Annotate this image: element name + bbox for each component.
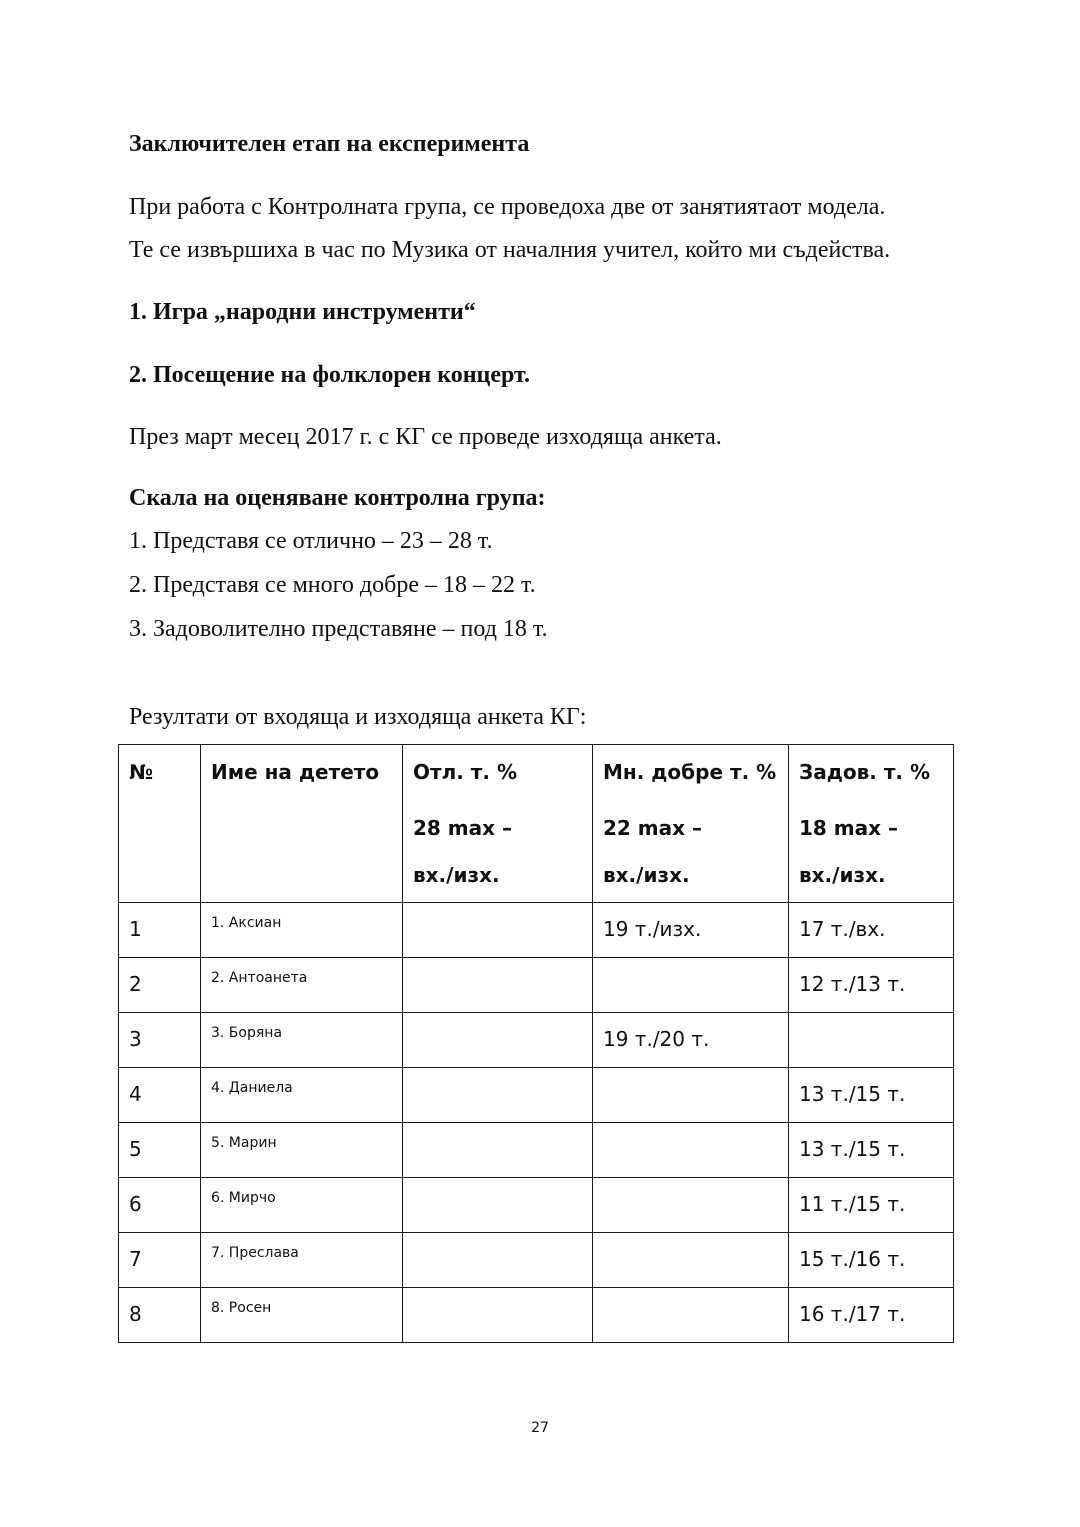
scale-item: 3. Задоволително представяне – под 18 т.: [129, 616, 548, 642]
child-name: 1. Аксиан: [201, 903, 403, 958]
table-row: [119, 958, 954, 1013]
satisfactory-score: 12 т./13 т.: [789, 958, 954, 1013]
activity-item: 2. Посещение на фолклорен концерт.: [129, 362, 531, 388]
scale-item: 2. Представя се много добре – 18 – 22 т.: [129, 572, 536, 598]
very-good-score: [593, 1288, 789, 1343]
header-number: [119, 745, 201, 903]
survey-note: През март месец 2017 г. с КГ се проведе изходяща анкета.: [129, 424, 722, 450]
row-number: 1: [119, 903, 201, 958]
table-row: [119, 1288, 954, 1343]
table-header-row: [119, 745, 954, 903]
excellent-score: [403, 903, 593, 958]
very-good-score: [593, 1233, 789, 1288]
table-row: [119, 1178, 954, 1233]
row-number: 7: [119, 1233, 201, 1288]
header-line: Отл. т. %: [413, 760, 517, 784]
header-line: вх./изх.: [799, 863, 886, 887]
header-line: №: [129, 760, 154, 784]
excellent-score: [403, 958, 593, 1013]
satisfactory-score: 15 т./16 т.: [789, 1233, 954, 1288]
child-name: 5. Марин: [201, 1123, 403, 1178]
excellent-score: [403, 1178, 593, 1233]
header-satisfactory: [789, 745, 954, 903]
header-line: Име на детето: [211, 760, 380, 784]
header-line: 18 max –: [799, 816, 898, 840]
table-row: [119, 1233, 954, 1288]
excellent-score: [403, 1288, 593, 1343]
satisfactory-score: 17 т./вх.: [789, 903, 954, 958]
header-line: 28 max –: [413, 816, 512, 840]
excellent-score: [403, 1068, 593, 1123]
excellent-score: [403, 1233, 593, 1288]
child-name: 4. Даниела: [201, 1068, 403, 1123]
scale-item: 1. Представя се отлично – 23 – 28 т.: [129, 528, 493, 554]
header-line: Задов. т. %: [799, 760, 931, 784]
table-row: [119, 1123, 954, 1178]
child-name: 7. Преслава: [201, 1233, 403, 1288]
very-good-score: 19 т./изх.: [593, 903, 789, 958]
row-number: 3: [119, 1013, 201, 1068]
satisfactory-score: 11 т./15 т.: [789, 1178, 954, 1233]
very-good-score: [593, 1178, 789, 1233]
very-good-score: [593, 1123, 789, 1178]
header-line: 22 max –: [603, 816, 702, 840]
excellent-score: [403, 1123, 593, 1178]
page-number: 27: [531, 1420, 549, 1436]
excellent-score: [403, 1013, 593, 1068]
child-name: 2. Антоанета: [201, 958, 403, 1013]
very-good-score: [593, 958, 789, 1013]
section-title: Заключителен етап на експеримента: [129, 131, 530, 157]
satisfactory-score: 13 т./15 т.: [789, 1123, 954, 1178]
header-line: вх./изх.: [603, 863, 690, 887]
results-caption: Резултати от входяща и изходяща анкета КГ:: [129, 704, 587, 730]
satisfactory-score: 16 т./17 т.: [789, 1288, 954, 1343]
header-line: вх./изх.: [413, 863, 500, 887]
row-number: 5: [119, 1123, 201, 1178]
header-excellent: [403, 745, 593, 903]
results-table: [118, 744, 954, 1343]
intro-line-1: При работа с Контролната група, се проведоха две от занятиятаот модела.: [129, 194, 886, 220]
intro-line-2: Те се извършиха в час по Музика от началния учител, който ми съдейства.: [129, 237, 891, 263]
header-very-good: [593, 745, 789, 903]
table-row: [119, 1068, 954, 1123]
child-name: 8. Росен: [201, 1288, 403, 1343]
scale-title: Скала на оценяване контролна група:: [129, 485, 546, 511]
table-row: [119, 1013, 954, 1068]
header-child-name: [201, 745, 403, 903]
satisfactory-score: 13 т./15 т.: [789, 1068, 954, 1123]
header-line: Мн. добре т. %: [603, 760, 777, 784]
child-name: 6. Мирчо: [201, 1178, 403, 1233]
table-row: [119, 903, 954, 958]
row-number: 8: [119, 1288, 201, 1343]
row-number: 6: [119, 1178, 201, 1233]
very-good-score: [593, 1068, 789, 1123]
row-number: 4: [119, 1068, 201, 1123]
activity-item: 1. Игра „народни инструменти“: [129, 299, 476, 325]
row-number: 2: [119, 958, 201, 1013]
child-name: 3. Боряна: [201, 1013, 403, 1068]
satisfactory-score: [789, 1013, 954, 1068]
very-good-score: 19 т./20 т.: [593, 1013, 789, 1068]
